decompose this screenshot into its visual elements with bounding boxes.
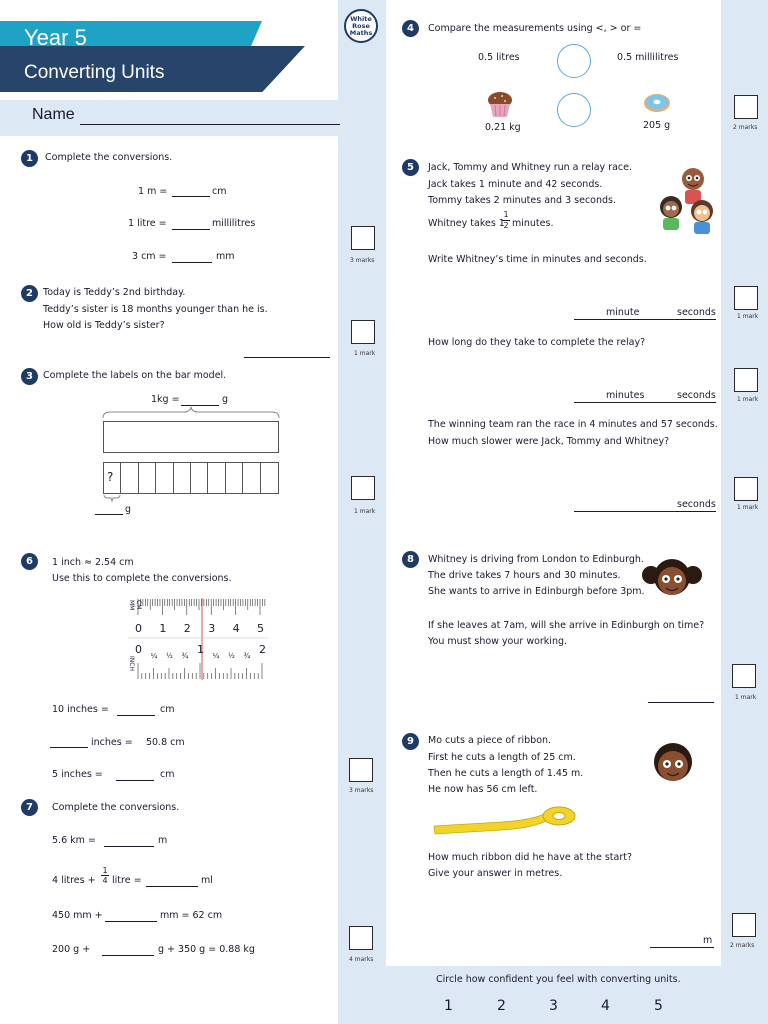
q9-line5: How much ribbon did he have at the start?	[428, 852, 633, 863]
q1-row2-left: 1 litre =	[128, 218, 167, 229]
ruler	[128, 598, 268, 680]
q5-answer-c-unit: seconds	[677, 499, 716, 510]
q5-line1: Jack, Tommy and Whitney run a relay race.	[428, 162, 632, 173]
q1-row1-left: 1 m =	[138, 186, 168, 197]
q7-row4-left: 200 g +	[52, 944, 91, 955]
ruler-inch-label: ½	[166, 652, 173, 660]
ribbon-icon	[432, 804, 578, 836]
q4-b-left: 0.21 kg	[485, 122, 521, 133]
q6-row1-left: 10 inches =	[52, 704, 109, 715]
q3-top-label: 1kg =	[151, 394, 180, 405]
q9-unit: m	[703, 935, 713, 946]
q6-row3-left: 5 inches =	[52, 769, 103, 780]
mark-box[interactable]	[734, 477, 758, 501]
answer-line[interactable]	[146, 886, 198, 887]
q8-line4: If she leaves at 7am, will she arrive in Edinburgh on time?	[428, 620, 705, 631]
marks-label: 1 mark	[354, 508, 376, 515]
fraction-numerator: 1	[503, 210, 509, 219]
answer-line[interactable]	[116, 780, 154, 781]
mark-box[interactable]	[732, 913, 756, 937]
marks-label: 3 marks	[349, 787, 374, 794]
marks-label: 1 mark	[737, 504, 759, 511]
answer-line[interactable]	[244, 357, 330, 358]
answer-line[interactable]	[648, 702, 714, 703]
q4-a-right: 0.5 millilitres	[617, 52, 679, 63]
mark-box[interactable]	[732, 664, 756, 688]
answer-line[interactable]	[172, 262, 212, 263]
mo-face-icon	[647, 742, 699, 784]
whitney-face-icon	[641, 557, 705, 599]
q5-line4a: Whitney takes 1	[428, 218, 505, 229]
q5-question-c1: The winning team ran the race in 4 minutes and 57 seconds.	[428, 419, 718, 430]
mark-box[interactable]	[734, 286, 758, 310]
white-rose-logo	[344, 9, 378, 43]
marks-label: 3 marks	[350, 257, 375, 264]
answer-line[interactable]	[172, 229, 210, 230]
small-brace-icon	[103, 494, 121, 502]
confidence-option-5[interactable]: 5	[654, 998, 663, 1014]
mark-box[interactable]	[351, 320, 375, 344]
marks-label: 2 marks	[730, 942, 755, 949]
question-number: 6	[21, 553, 38, 570]
answer-line[interactable]	[50, 747, 88, 748]
answer-line[interactable]	[102, 955, 154, 956]
answer-line[interactable]	[105, 921, 157, 922]
bar-model-parts	[103, 462, 279, 494]
ruler-inch-label: ¼	[212, 652, 220, 660]
marks-label: 1 mark	[737, 396, 759, 403]
q6-line1: 1 inch ≈ 2.54 cm	[52, 557, 134, 568]
question-number: 2	[21, 285, 38, 302]
q6-row2-right: 50.8 cm	[146, 737, 185, 748]
q7-row2-mid: litre =	[112, 875, 142, 886]
ruler-cm-label: 3	[208, 622, 216, 635]
q9-line2: First he cuts a length of 25 cm.	[428, 752, 576, 763]
ruler-inch-label: 2	[259, 643, 266, 656]
mark-box[interactable]	[734, 368, 758, 392]
q6-row1-right: cm	[160, 704, 175, 715]
answer-line[interactable]	[95, 514, 123, 515]
q7-fraction	[101, 866, 109, 885]
question-number: 1	[21, 150, 38, 167]
ruler-inch-label: ¼	[150, 652, 158, 660]
q4-a-left: 0.5 litres	[478, 52, 520, 63]
muffin-icon	[485, 90, 515, 118]
mark-box[interactable]	[349, 758, 373, 782]
q6-row2-left: inches =	[91, 737, 133, 748]
confidence-option-3[interactable]: 3	[549, 998, 558, 1014]
ruler-inch-label: ½	[228, 652, 235, 660]
mark-box[interactable]	[351, 476, 375, 500]
q8-line1: Whitney is driving from London to Edinburgh.	[428, 554, 644, 565]
q6-line2: Use this to complete the conversions.	[52, 573, 232, 584]
question-number: 3	[21, 368, 38, 385]
q7-row3-right: mm = 62 cm	[160, 910, 223, 921]
q7-row2-left: 4 litres +	[52, 875, 96, 886]
q5-line4b: minutes.	[512, 218, 554, 229]
ruler-mm-label: MM	[128, 600, 135, 611]
logo-text-3: Maths	[349, 29, 373, 37]
fraction-numerator: 1	[102, 866, 108, 875]
q5-answer-a-unit2: seconds	[677, 307, 716, 318]
ruler-cm-label: 2	[183, 622, 191, 635]
q8-line3: She wants to arrive in Edinburgh before 3pm.	[428, 586, 645, 597]
q7-row3-left: 450 mm +	[52, 910, 103, 921]
q1-row1-right: cm	[212, 186, 227, 197]
q7-row1-right: m	[158, 835, 168, 846]
q3-prompt: Complete the labels on the bar model.	[43, 370, 227, 381]
q9-line1: Mo cuts a piece of ribbon.	[428, 735, 552, 746]
q7-row2-right: ml	[201, 875, 213, 886]
q5-line3: Tommy takes 2 minutes and 3 seconds.	[428, 195, 617, 206]
ruler-cm-label: CM	[135, 600, 142, 610]
marks-label: 1 mark	[737, 313, 759, 320]
q7-row4-right: g + 350 g = 0.88 kg	[158, 944, 255, 955]
q5-question-b: How long do they take to complete the relay?	[428, 337, 646, 348]
q5-answer-b-unit2: seconds	[677, 390, 716, 401]
q7-prompt: Complete the conversions.	[52, 802, 180, 813]
logo-text-2: Rose	[352, 22, 370, 30]
q9-line3: Then he cuts a length of 1.45 m.	[428, 768, 584, 779]
ruler-inch-label: INCH	[128, 656, 135, 671]
answer-line[interactable]	[117, 715, 155, 716]
q9-line6: Give your answer in metres.	[428, 868, 563, 879]
q1-row3-right: mm	[216, 251, 235, 262]
q3-top-unit: g	[222, 394, 229, 405]
children-icon	[655, 165, 717, 237]
q4-prompt: Compare the measurements using <, > or =	[428, 23, 642, 34]
ruler-cm-label: 1	[159, 622, 167, 635]
mark-box[interactable]	[351, 226, 375, 250]
ruler-inch-label: ¾	[181, 652, 189, 660]
q9-line4: He now has 56 cm left.	[428, 784, 538, 795]
fraction-denominator: 2	[503, 221, 509, 230]
confidence-option-4[interactable]: 4	[601, 998, 610, 1014]
q7-row1-left: 5.6 km =	[52, 835, 96, 846]
q2-line2: Teddy’s sister is 18 months younger than he is.	[43, 304, 268, 315]
answer-line[interactable]	[104, 846, 154, 847]
q8-line5: You must show your working.	[428, 636, 568, 647]
q1-prompt: Complete the conversions.	[45, 152, 173, 163]
bar-model-whole	[103, 421, 279, 453]
q6-row3-right: cm	[160, 769, 175, 780]
ruler-inch-label: 0	[135, 643, 142, 656]
year-label: Year 5	[24, 25, 87, 50]
question-number: 5	[402, 159, 419, 176]
compare-circle[interactable]	[557, 93, 591, 127]
ruler-cm-label: 0	[135, 622, 142, 635]
q5-line2: Jack takes 1 minute and 42 seconds.	[428, 179, 603, 190]
doughnut-icon	[643, 93, 671, 113]
bar-unknown: ?	[107, 470, 114, 484]
q5-fraction	[502, 210, 510, 231]
ruler-inch-label: ¾	[243, 652, 251, 660]
page-title: Converting Units	[24, 62, 165, 83]
q2-line1: Today is Teddy’s 2nd birthday.	[43, 287, 186, 298]
q3-bottom-unit: g	[125, 504, 132, 515]
q2-line3: How old is Teddy’s sister?	[43, 320, 165, 331]
marks-label: 1 mark	[735, 694, 757, 701]
q8-line2: The drive takes 7 hours and 30 minutes.	[428, 570, 621, 581]
ruler-cm-label: 4	[232, 622, 240, 635]
q5-answer-a-unit1: minute	[606, 307, 640, 318]
brace-icon	[102, 406, 280, 420]
ruler-inch-label: 1	[197, 643, 204, 656]
q5-answer-b-unit1: minutes	[606, 390, 645, 401]
answer-line[interactable]	[172, 196, 210, 197]
q5-question-a: Write Whitney’s time in minutes and seconds.	[428, 254, 647, 265]
mark-box[interactable]	[349, 926, 373, 950]
marks-label: 1 mark	[354, 350, 376, 357]
marks-label: 4 marks	[349, 956, 374, 963]
ruler-cm-label: 5	[257, 622, 264, 635]
question-number: 4	[402, 20, 419, 37]
q4-b-right: 205 g	[643, 120, 671, 131]
confidence-prompt: Circle how confident you feel with converting units.	[436, 974, 681, 985]
confidence-option-2[interactable]: 2	[497, 998, 506, 1014]
q1-row3-left: 3 cm =	[132, 251, 167, 262]
question-number: 8	[402, 551, 419, 568]
confidence-option-1[interactable]: 1	[444, 998, 453, 1014]
question-number: 7	[21, 799, 38, 816]
mark-box[interactable]	[734, 95, 758, 119]
question-number: 9	[402, 733, 419, 750]
name-label: Name	[32, 106, 75, 123]
marks-label: 2 marks	[733, 124, 758, 131]
fraction-denominator: 4	[102, 876, 108, 885]
compare-circle[interactable]	[557, 44, 591, 78]
logo-text-1: White	[350, 15, 372, 23]
q5-question-c2: How much slower were Jack, Tommy and Whitney?	[428, 436, 670, 447]
name-field[interactable]	[80, 124, 340, 125]
q1-row2-right: millilitres	[212, 218, 256, 229]
